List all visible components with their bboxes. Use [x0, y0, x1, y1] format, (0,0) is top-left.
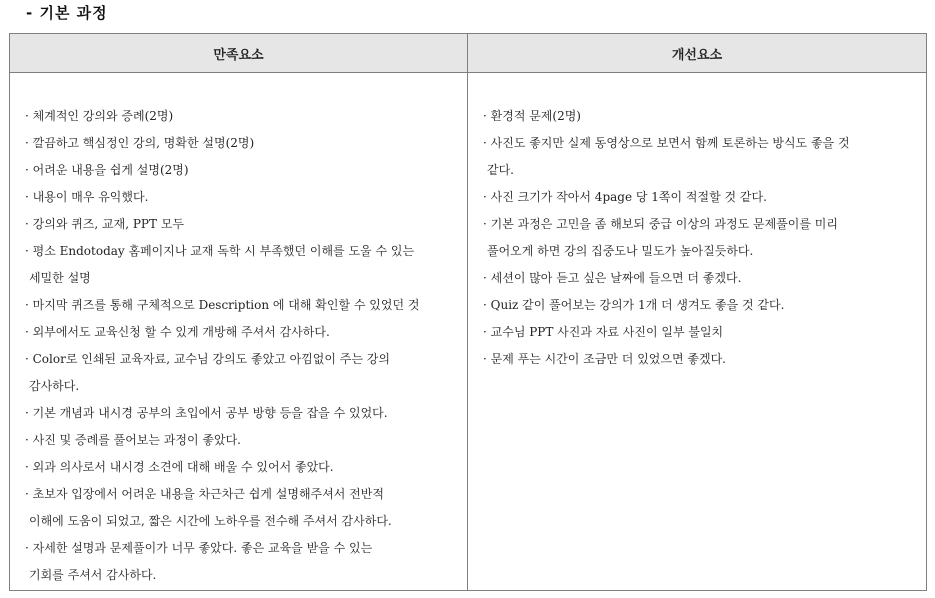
improvement-item-text: · 사진 크기가 작아서 4page 당 1쪽이 적절할 것 같다.	[483, 190, 767, 204]
satisfaction-item	[25, 427, 459, 454]
satisfaction-item	[25, 130, 459, 157]
satisfaction-item	[25, 292, 459, 319]
improvement-item	[483, 265, 918, 292]
improvement-item-text: · Quiz 같이 풀어보는 강의가 1개 더 생겨도 좋을 것 같다.	[483, 298, 785, 312]
satisfaction-item	[25, 400, 459, 427]
satisfaction-item	[25, 535, 459, 589]
improvement-item-text: · 세션이 많아 듣고 싶은 날짜에 들으면 더 좋겠다.	[483, 271, 742, 285]
satisfaction-item-text: · 마지막 퀴즈를 통해 구체적으로 Description 에 대해 확인할 수 있었던 것	[25, 298, 420, 312]
satisfaction-item-text: 이해에 도움이 되었고, 짧은 시간에 노하우를 전수해 주셔서 감사하다.	[29, 514, 392, 528]
satisfaction-item	[25, 103, 459, 130]
improvement-item	[483, 103, 918, 130]
satisfaction-item-text: · 자세한 설명과 문제풀이가 너무 좋았다. 좋은 교육을 받을 수 있는	[25, 541, 373, 555]
satisfaction-item-text: · 평소 Endotoday 홈페이지나 교재 독학 시 부족했던 이해를 도울 수 있는	[25, 244, 415, 258]
satisfaction-item	[25, 454, 459, 481]
header-improvement: 개선요소	[468, 34, 927, 73]
satisfaction-item-text: · Color로 인쇄된 교육자료, 교수님 강의도 좋았고 아낌없이 주는 강의	[25, 352, 390, 366]
satisfaction-item-text: · 내용이 매우 유익했다.	[25, 190, 149, 204]
content-row	[10, 73, 927, 591]
improvement-item-text: · 기본 과정은 고민을 좀 해보되 중급 이상의 과정도 문제풀이를 미리	[483, 217, 838, 231]
satisfaction-cell	[10, 73, 468, 591]
satisfaction-item-text: · 깔끔하고 핵심정인 강의, 명확한 설명(2명)	[25, 136, 255, 150]
header-satisfaction: 만족요소	[10, 34, 468, 73]
satisfaction-item-text: · 어려운 내용을 쉽게 설명(2명)	[25, 163, 189, 177]
satisfaction-item	[25, 157, 459, 184]
satisfaction-item-text: · 체계적인 강의와 증례(2명)	[25, 109, 174, 123]
satisfaction-item-text: 기회를 주셔서 감사하다.	[29, 568, 157, 582]
improvement-item	[483, 346, 918, 373]
improvement-item-text: · 문제 푸는 시간이 조금만 더 있었으면 좋겠다.	[483, 352, 726, 366]
satisfaction-item-text: 세밀한 설명	[29, 271, 91, 285]
improvement-list	[468, 73, 926, 373]
improvement-item	[483, 319, 918, 346]
satisfaction-item	[25, 346, 459, 400]
improvement-item	[483, 130, 918, 184]
satisfaction-item-text: · 사진 및 증례를 풀어보는 과정이 좋았다.	[25, 433, 241, 447]
satisfaction-item	[25, 238, 459, 292]
satisfaction-item	[25, 319, 459, 346]
improvement-item	[483, 292, 918, 319]
satisfaction-item-text: 감사하다.	[29, 379, 80, 393]
improvement-item-text: · 교수님 PPT 사진과 자료 사진이 일부 불일치	[483, 325, 724, 339]
section-title: - 기본 과정	[26, 4, 108, 22]
improvement-item	[483, 211, 918, 265]
header-row	[10, 34, 927, 73]
improvement-item-text: 풀어오게 하면 강의 집중도나 밀도가 높아질듯하다.	[487, 244, 754, 258]
satisfaction-item-text: · 외과 의사로서 내시경 소견에 대해 배울 수 있어서 좋았다.	[25, 460, 334, 474]
satisfaction-item-text: · 초보자 입장에서 어려운 내용을 차근차근 쉽게 설명해주셔서 전반적	[25, 487, 384, 501]
improvement-item	[483, 184, 918, 211]
satisfaction-item	[25, 211, 459, 238]
satisfaction-item-text: · 외부에서도 교육신청 할 수 있게 개방해 주셔서 감사하다.	[25, 325, 330, 339]
satisfaction-item-text: · 강의와 퀴즈, 교재, PPT 모두	[25, 217, 184, 231]
improvement-item-text: · 사진도 좋지만 실제 동영상으로 보면서 함께 토론하는 방식도 좋을 것	[483, 136, 850, 150]
satisfaction-item	[25, 481, 459, 535]
improvement-item-text: 같다.	[487, 163, 514, 177]
improvement-item-text: · 환경적 문제(2명)	[483, 109, 581, 123]
satisfaction-list	[10, 73, 467, 589]
feedback-table	[9, 33, 927, 591]
satisfaction-item	[25, 184, 459, 211]
improvement-cell	[468, 73, 927, 591]
satisfaction-item-text: · 기본 개념과 내시경 공부의 초입에서 공부 방향 등을 잡을 수 있었다.	[25, 406, 388, 420]
